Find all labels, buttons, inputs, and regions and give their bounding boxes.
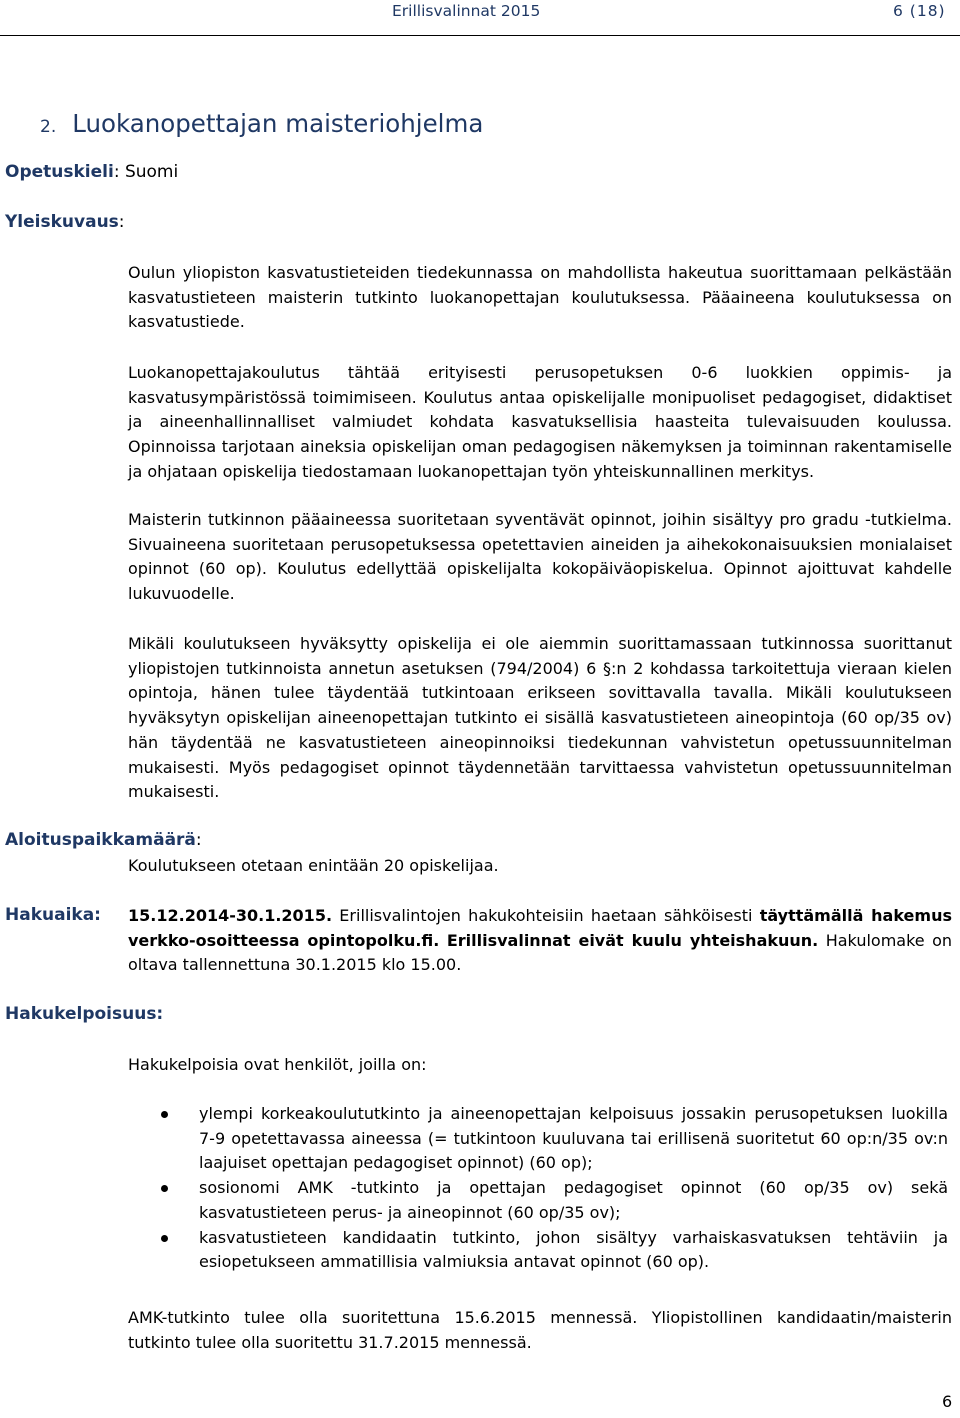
overview-paragraph-4: Mikäli koulutukseen hyväksytty opiskelija ei ole aiemmin suorittamassaan tutkinnossa suorittanut yliopistojen tutkinnoista annetun asetuksen (794/2004) 6 §:n 2 kohdassa tarkoitettuja vieraan kielen opintoja, hänen tulee täydentää tutkintoaan erikseen sovittavalla tavalla. Mikäli koulutukseen hyväksytyn opiskelijan aineenopettajan tutkinto ei sisällä kasvatustieteen aineopintoja (60 op/35 ov) hän täydentää ne kasvatustieteen aineopinnoiksi tiedekunnan vahvistetun opetussuunnitelman mukaisesti. Myös pedagogiset opinnot täydennetään tarvittaessa vahvistetun opetussuunnitelman mukaisesti.: [128, 634, 952, 802]
bullet-icon: [161, 1235, 168, 1242]
eligibility-list: [128, 1102, 948, 1275]
intake-text: Koulutukseen otetaan enintään 20 opiskelijaa.: [128, 856, 499, 875]
section-heading: [40, 109, 483, 138]
list-item: sosionomi AMK -tutkinto ja opettajan pedagogiset opinnot (60 op/35 ov) sekä kasvatustieteen perus- ja aineopinnot (60 op/35 ov);: [128, 1176, 948, 1225]
teaching-language-row: Opetuskieli: Suomi: [5, 162, 179, 182]
list-item: ylempi korkeakoulututkinto ja aineenopettajan kelpoisuus jossakin perusopetuksen luokilla 7-9 opetettavassa aineessa (= tutkintoon kuuluvana tai erillisenä suoritetut 60 op:n/35 ov:n laajuiset opettajan pedagogiset opinnot) (60 op);: [128, 1102, 948, 1176]
bullet-icon: [161, 1185, 168, 1192]
section-title: Luokanopettajan maisteriohjelma: [72, 109, 484, 138]
overview-label-row: Yleiskuvaus:: [5, 212, 125, 232]
intake-label: Aloituspaikkamäärä: [5, 830, 196, 850]
bullet-icon: [161, 1111, 168, 1118]
eligibility-label-row: [5, 1004, 163, 1024]
header-divider: [0, 35, 960, 36]
overview-paragraph-2: Luokanopettajakoulutus tähtää erityisesti perusopetuksen 0-6 luokkien oppimis- ja kasvatusympäristössä toimimiseen. Koulutus antaa opiskelijalle monipuoliset pedagogiset, didaktiset ja aineenhallinnalliset valmiudet kohdata kasvatuksellisia haasteita tulevaisuuden koulussa. Opinnoissa tarjotaan aineksia opiskelijan oman pedagogisen näkemyksen ja toiminnan rakentamiselle ja ohjataan opiskelija tiedostamaan luokanopettajan työn yhteiskunnallinen merkitys.: [128, 363, 952, 481]
application-period-text: 15.12.2014-30.1.2015. Erillisvalintojen hakukohteisiin haetaan sähköisesti täyttämällä hakemus verkko-osoitteessa opintopolku.fi. Erillisvalinnat eivät kuulu yhteishakuun. Hakulomake on oltava tallennettuna 30.1.2015 klo 15.00.: [128, 906, 953, 975]
overview-label: Yleiskuvaus: [5, 212, 119, 232]
not-joint-application-note: Erillisvalinnat eivät kuulu yhteishakuun.: [446, 930, 819, 950]
application-dates: 15.12.2014-30.1.2015.: [128, 906, 333, 925]
overview-paragraph-3: Maisterin tutkinnon pääaineessa suoritetaan syventävät opinnot, joihin sisältyy pro gradu -tutkielma. Sivuaineena suoritetaan perusopetuksessa opetettavien aineiden ja aihekokonaisuuksien monialaiset opinnot (60 op). Koulutus edellyttää opiskelijalta kokopäiväopiskelua. Opinnot ajoittuvat kahdelle lukuvuodelle.: [128, 510, 952, 604]
list-item: kasvatustieteen kandidaatin tutkinto, johon sisältyy varhaiskasvatuksen tehtäviin ja esiopetukseen ammatillisia valmiuksia antavat opinnot (60 op).: [128, 1226, 948, 1275]
page-number: 6: [942, 1392, 953, 1411]
eligibility-footer: AMK-tutkinto tulee olla suoritettuna 15.6.2015 mennessä. Yliopistollinen kandidaatin/maisterin tutkinto tulee olla suoritettu 31.7.2015 mennessä.: [128, 1308, 952, 1352]
header-page-indicator: 6 (18): [893, 2, 946, 20]
section-number: 2.: [40, 117, 57, 137]
teaching-language-value: Suomi: [124, 162, 179, 182]
teaching-language-label: Opetuskieli: [5, 162, 114, 182]
intake-label-row: Aloituspaikkamäärä:: [5, 830, 202, 850]
overview-paragraph-1: Oulun yliopiston kasvatustieteiden tiedekunnassa on mahdollista hakeutua suorittamaan pelkästään kasvatustieteen maisterin tutkinto luokanopettajan koulutuksessa. Pääaineena koulutuksessa on kasvatustiede.: [128, 263, 952, 332]
header-title: Erillisvalinnat 2015: [392, 2, 541, 20]
application-period-label-row: [5, 905, 101, 925]
eligibility-intro: Hakukelpoisia ovat henkilöt, joilla on:: [128, 1055, 427, 1074]
application-url-instruction: täyttämällä hakemus verkko-osoitteessa opintopolku.fi.: [128, 906, 952, 950]
application-period-label: Hakuaika:: [5, 905, 101, 925]
eligibility-label: Hakukelpoisuus:: [5, 1004, 164, 1024]
